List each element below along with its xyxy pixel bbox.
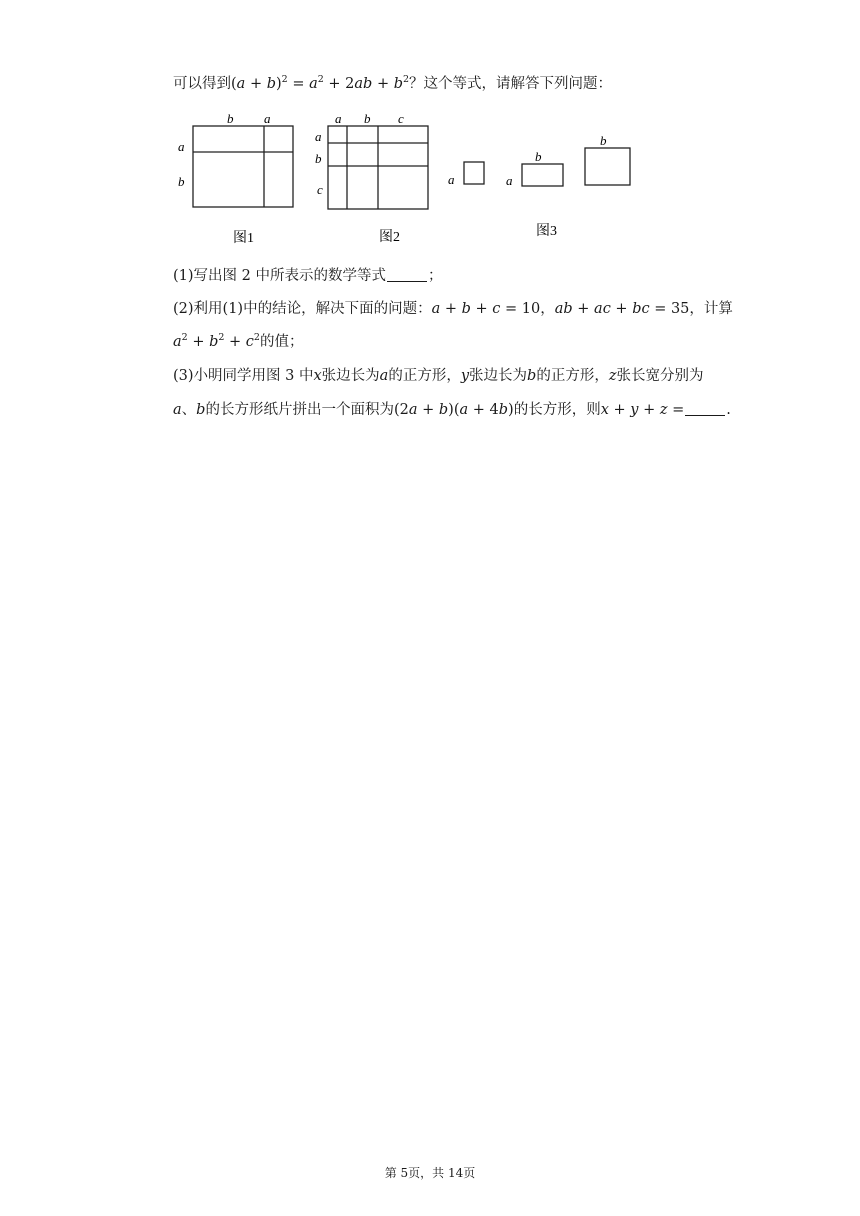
fig3-square-a-label: a <box>448 172 455 187</box>
q3-p4: 张边长为 <box>469 368 528 384</box>
intro-line <box>173 74 612 94</box>
q3-l2a: 、 <box>181 402 197 418</box>
fig1-top-label-a: a <box>264 111 271 126</box>
question-1 <box>173 266 442 286</box>
fig2-side-label-c: c <box>317 182 323 197</box>
fig2-caption: 图2 <box>379 230 400 245</box>
q3-p3: 的正方形， <box>388 368 461 384</box>
question-2-line-1: (2)利用(1)中的结论，解决下面的问题：a + b + c = 10，ab + ac + bc = 35，计算 <box>173 301 733 317</box>
q3-l2c: 的长方形，则 <box>513 402 601 418</box>
q2-target-expression: $a^2 + b^2 + c^2$ <box>173 332 260 350</box>
fig2-top-label-c: c <box>398 111 404 126</box>
q3-p1: (3)小明同学用图 3 中 <box>173 368 314 384</box>
fig1-side-label-a: a <box>178 139 185 154</box>
fig3-square-b-label: b <box>600 133 607 148</box>
q2-text1: (2)利用(1)中的结论，解决下面的问题： <box>173 301 432 317</box>
q1-text: (1)写出图 2 中所表示的数学等式 <box>173 268 386 284</box>
q2-condition-1: a + b + c = 10 <box>431 301 541 317</box>
q3-sum-expression: x + y + z = <box>600 402 685 418</box>
intro-prefix: 可以得到 <box>173 76 231 92</box>
fig2-top-label-b: b <box>364 111 371 126</box>
figure-2 <box>308 108 443 248</box>
q3-p6: 张长宽分别为 <box>616 368 704 384</box>
q3-l2b: 的长方形纸片拼出一个面积为 <box>205 402 394 418</box>
fig1-caption: 图1 <box>233 231 254 246</box>
figure-3 <box>440 128 640 243</box>
q1-end: ； <box>427 268 443 284</box>
q2-text2: ，计算 <box>689 301 733 317</box>
fig2-side-label-b: b <box>315 151 322 166</box>
fig2-top-label-a: a <box>335 111 342 126</box>
fig3-rect-label-b: b <box>535 149 542 164</box>
intro-suffix: ？这个等式，请解答下列问题： <box>409 76 613 92</box>
q2-condition-2: ab + ac + bc = 35 <box>554 301 690 317</box>
q2-text3: 的值； <box>259 334 304 350</box>
figure-1 <box>170 108 310 248</box>
q3-p5: 的正方形， <box>536 368 609 384</box>
fig3-rect-label-a: a <box>506 173 513 188</box>
q1-answer-blank <box>387 267 427 282</box>
page-footer: 第 5页，共 14页 <box>384 1166 476 1180</box>
question-3-line-1: (3)小明同学用图 3 中x张边长为a的正方形，y张边长为b的正方形，z张长宽分别为 <box>173 368 704 384</box>
fig2-side-label-a: a <box>315 129 322 144</box>
q3-p2: 张边长为 <box>321 368 380 384</box>
q3-end: . <box>726 402 731 418</box>
fig3-caption: 图3 <box>536 224 557 239</box>
question-2-line-2 <box>173 332 303 352</box>
fig1-top-label-b: b <box>227 111 234 126</box>
question-3-line-2: a、b的长方形纸片拼出一个面积为(2a + b)(a + 4b)的长方形，则x + y + z = . <box>173 402 731 418</box>
q3-area-expression: (2a + b)(a + 4b) <box>393 402 514 418</box>
fig1-side-label-b: b <box>178 174 185 189</box>
intro-formula: $(a + b)^2 = a^2 + 2ab + b^2$ <box>231 74 410 92</box>
q3-answer-blank <box>685 401 725 416</box>
